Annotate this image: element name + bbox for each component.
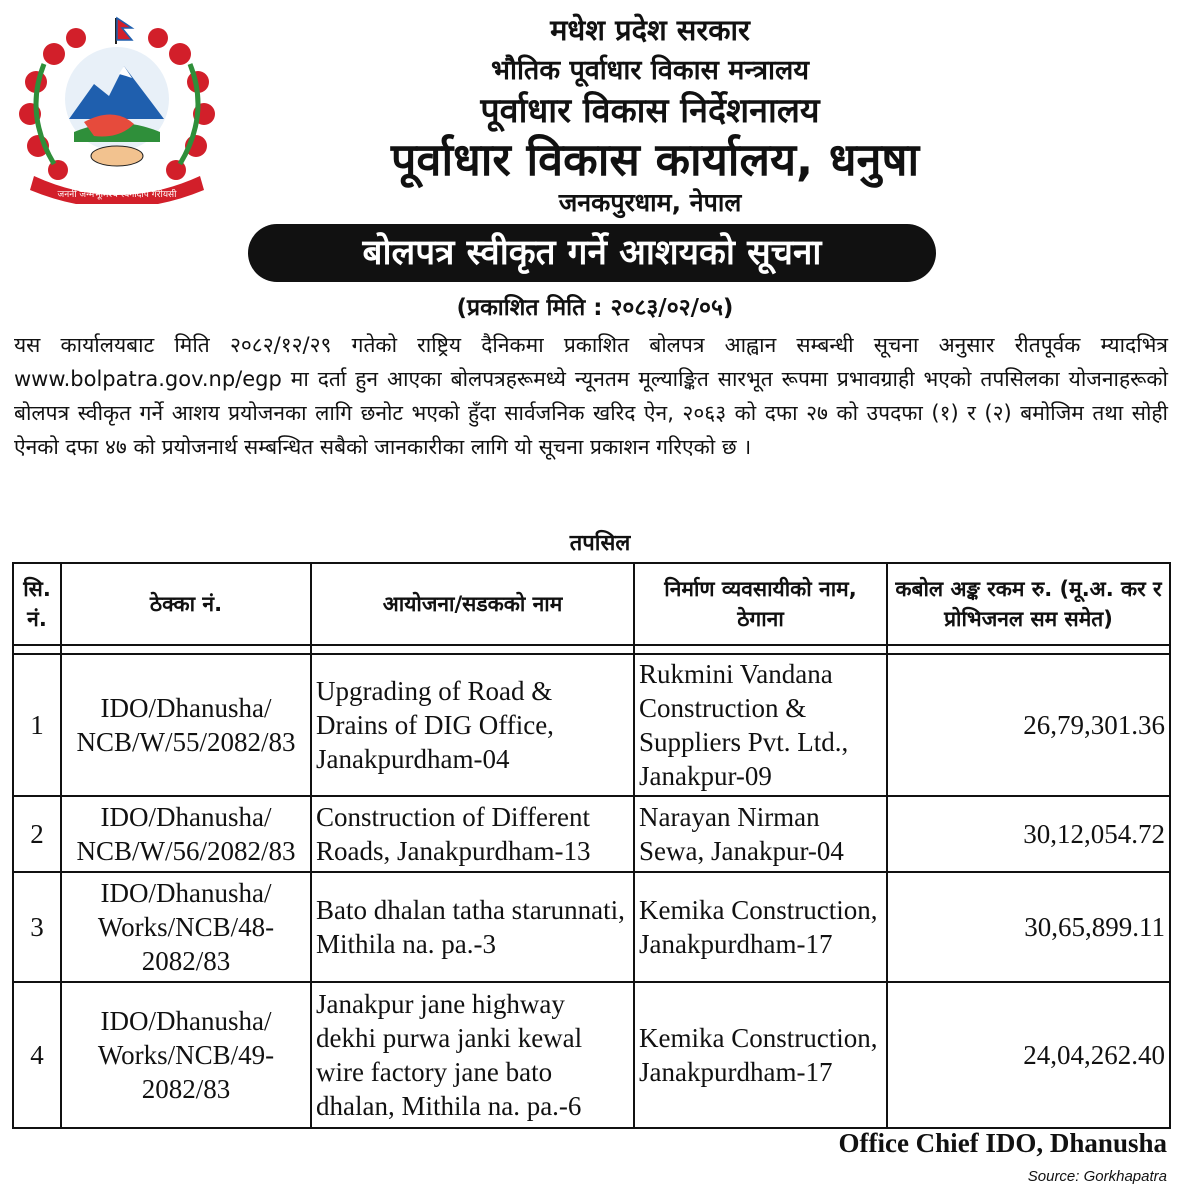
signature: Office Chief IDO, Dhanusha	[838, 1128, 1167, 1158]
ministry-name: भौतिक पूर्वाधार विकास मन्त्रालय	[490, 55, 810, 86]
row-sn: 4	[13, 982, 61, 1128]
source-credit: Source: Gorkhapatra	[1027, 1168, 1167, 1185]
row-project: Construction of Different Roads, Janakpurdham-13	[311, 796, 634, 872]
row-project: Upgrading of Road & Drains of DIG Office, Janakpurdham-04	[311, 654, 634, 796]
handshake-icon	[91, 146, 143, 166]
table-row	[13, 654, 1170, 796]
row-contractor: Kemika Construction, Janakpurdham-17	[634, 872, 887, 982]
row-project: Janakpur jane highway dekhi purwa janki kewal wire factory jane bato dhalan, Mithila na. pa.-6	[311, 982, 634, 1128]
row-sn: 1	[13, 654, 61, 796]
notice-body: यस कार्यालयबाट मिति २०८२/१२/२९ गतेको राष्ट्रिय दैनिकमा प्रकाशित बोलपत्र आह्वान सम्बन्धी सूचना अनुसार रीतपूर्वक म्यादभित्र www.bolpatra.gov.np/egp मा दर्ता हुन आएका बोलपत्रहरूमध्ये न्यूनतम मूल्याङ्कित सारभूत रूपमा प्रभावग्राही भएको तपसिलका योजनाहरूको बोलपत्र स्वीकृत गर्ने आशय प्रयोजनका लागि छनोट भएको हुँदा सार्वजनिक खरिद ऐन, २०६३ को दफा २७ को उपदफा (१) र (२) बमोजिम तथा सोही ऐनको दफा ४७ को प्रयोजनार्थ सम्बन्धित सबैको जानकारीका लागि यो सूचना प्रकाशन गरिएको छ ।	[14, 333, 1168, 459]
nepal-government-emblem-icon	[14, 14, 220, 204]
header-project: आयोजना/सडकको नाम	[311, 563, 634, 645]
header-contractor: निर्माण व्यवसायीको नाम, ठेगाना	[634, 563, 887, 645]
notice-title-banner: बोलपत्र स्वीकृत गर्ने आशयको सूचना	[248, 224, 936, 282]
emblem-motto: जननी जन्मभूमिश्च स्वर्गादपि गरीयसी	[57, 190, 177, 200]
table-header-row	[13, 563, 1170, 645]
nepal-flag-icon	[115, 18, 132, 44]
row-sn: 3	[13, 872, 61, 982]
table-row	[13, 872, 1170, 982]
header-sn: सि. नं.	[13, 563, 61, 645]
row-contract: IDO/Dhanusha/ NCB/W/55/2082/83	[61, 654, 311, 796]
row-amount: 26,79,301.36	[887, 654, 1170, 796]
row-amount: 30,65,899.11	[887, 872, 1170, 982]
row-contract: IDO/Dhanusha/ NCB/W/56/2082/83	[61, 796, 311, 872]
office-address: जनकपुरधाम, नेपाल	[558, 188, 742, 217]
header-contract: ठेक्का नं.	[61, 563, 311, 645]
row-sn: 2	[13, 796, 61, 872]
contract-table	[12, 562, 1171, 1129]
row-amount: 24,04,262.40	[887, 982, 1170, 1128]
row-contract: IDO/Dhanusha/ Works/NCB/49- 2082/83	[61, 982, 311, 1128]
row-project: Bato dhalan tatha starunnati, Mithila na. pa.-3	[311, 872, 634, 982]
table-heading: तपसिल	[569, 531, 631, 556]
header-amount: कबोल अङ्क रकम रु. (मू.अ. कर र प्रोभिजनल सम समेत)	[887, 563, 1170, 645]
row-contractor: Rukmini Vandana Construction & Suppliers Pvt. Ltd., Janakpur-09	[634, 654, 887, 796]
motto-ribbon	[30, 176, 204, 204]
row-contractor: Narayan Nirman Sewa, Janakpur-04	[634, 796, 887, 872]
row-amount: 30,12,054.72	[887, 796, 1170, 872]
mountain-icon	[65, 47, 169, 151]
table-row	[13, 982, 1170, 1128]
province-government: मधेश प्रदेश सरकार	[550, 13, 750, 47]
office-name: पूर्वाधार विकास कार्यालय, धनुषा	[390, 133, 920, 186]
table-row	[13, 796, 1170, 872]
published-date: (प्रकाशित मिति : २०८३/०२/०५)	[456, 295, 734, 321]
row-contractor: Kemika Construction, Janakpurdham-17	[634, 982, 887, 1128]
row-contract: IDO/Dhanusha/ Works/NCB/48- 2082/83	[61, 872, 311, 982]
directorate-name: पूर्वाधार विकास निर्देशनालय	[480, 91, 820, 131]
